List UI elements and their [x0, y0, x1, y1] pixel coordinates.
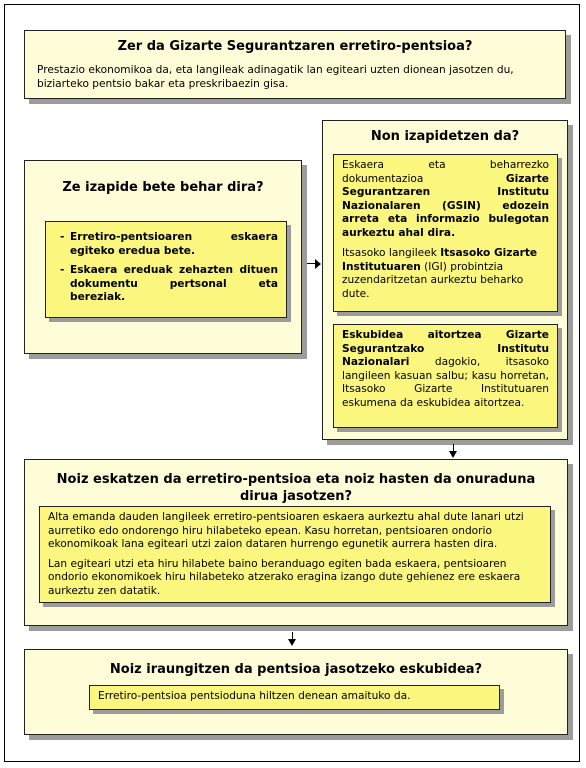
where-info-box: [333, 154, 558, 312]
where-p2-bold: Itsasoko Gizarte Institutuaren: [342, 247, 538, 273]
where-title: Non izapidetzen da?: [370, 129, 520, 144]
where-p2-text: Itsasoko langileek: [342, 247, 441, 259]
procedure-item: - Erretiro-pentsioaren eskaera egiteko eredua bete.: [58, 231, 278, 258]
expiry-text: Erretiro-pentsioa pentsioduna hiltzen denean amaituko da.: [98, 690, 411, 702]
procedure-title: Ze izapide bete behar dira?: [62, 180, 264, 195]
definition-title: Zer da Gizarte Segurantzaren erretiro-pentsioa?: [117, 39, 473, 54]
where-paragraph-2: [342, 247, 549, 301]
where-p1-text: Eskaera eta beharrezko dokumentazioa: [342, 159, 549, 185]
when-info-box: [39, 506, 551, 603]
procedure-list-box: [45, 221, 287, 318]
where-p3-bold: Eskubidea aitortzea Gizarte Segurantzako Institutu Nazionalari: [342, 329, 549, 368]
where-rights-box: [333, 324, 558, 428]
where-p3-text: dagokio, itsasoko langileen kasuan salbu; kasu horretan, Itsasoko Gizarte Institutuaren eskumena da eskubidea aitortzea.: [342, 356, 549, 409]
definition-box: [24, 30, 566, 99]
where-paragraph-1: [342, 159, 549, 240]
procedure-item: - Eskaera ereduak zehazten dituen dokumentu pertsonal eta bereziak.: [58, 264, 278, 305]
when-title: Noiz eskatzen da erretiro-pentsioa eta noiz hasten da onuraduna dirua jasotzen?: [56, 472, 536, 504]
procedure-list: [58, 231, 278, 305]
expiry-title: Noiz iraungitzen da pentsioa jasotzeko eskubidea?: [109, 662, 483, 677]
where-paragraph-3: [342, 329, 549, 410]
when-paragraph-1: Alta emanda dauden langileek erretiro-pentsioaren eskaera aurkeztu ahal dute lanari utzi aurretiko edo ondorengo hiru hilabeteko epean. Kasu horretan, pentsioaren ondorio ekonomikoak lana egiteari utzi zaion dataren hurrengo egunetik aurrera hasten dira.: [48, 511, 524, 550]
where-p1-bold: Gizarte Segurantzaren Institutu Nazionalaren (GSIN) edozein arreta eta informazio bulegotan aurkeztu ahal dira.: [342, 172, 549, 239]
definition-text: Prestazio ekonomikoa da, eta langileak adinagatik lan egiteari uzten dionean jasotzen du, biziarteko pentsio bakar eta preskribaezin gisa.: [37, 64, 514, 90]
when-paragraph-2: Lan egiteari utzi eta hiru hilabete baino beranduago egiten bada eskaera, pentsioaren ondorio ekonomikoek hiru hilabeteko atzerako eragina izango dute gehienez ere eskaera aurkeztu zen datatik.: [48, 557, 521, 597]
where-p2-text-end: (IGI) probintzia zuzendaritzetan aurkeztu beharko dute.: [342, 260, 524, 300]
expiry-info-box: [89, 685, 500, 710]
